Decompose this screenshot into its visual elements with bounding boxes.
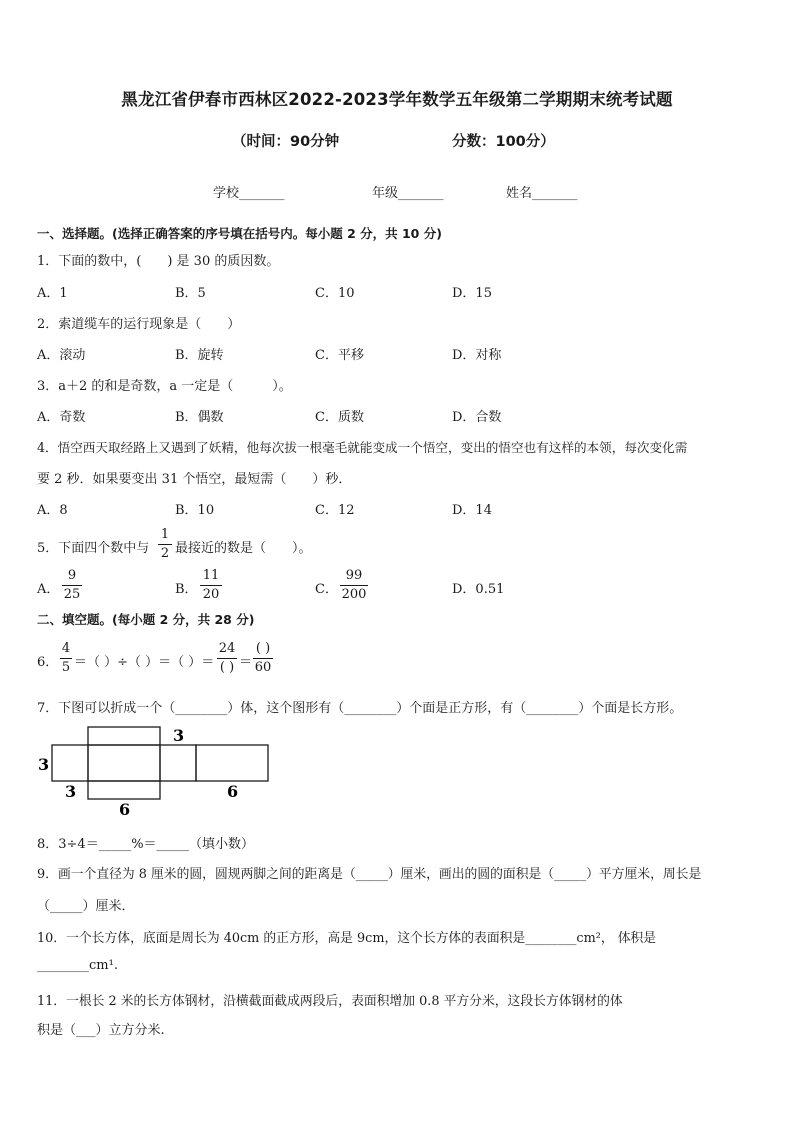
- q5-option-d: D．0.51: [452, 582, 505, 597]
- total-score: 分数：100分）: [452, 134, 555, 150]
- time-limit: （时间：90分钟: [232, 134, 340, 150]
- document-title: 黑龙江省伊春市西林区2022-2023学年数学五年级第二学期期末统考试题: [121, 90, 673, 109]
- q1-option-c: C．10: [315, 286, 355, 301]
- question-9-line-1: 9．画一个直径为 8 厘米的圆，圆规两脚之间的距离是（_____）厘米，画出的圆的面积是（_____）平方厘米，周长是: [37, 867, 702, 882]
- q5-option-a-label: A．: [37, 582, 60, 597]
- q4-option-c: C．12: [315, 503, 355, 518]
- fraction-one-half: 1 2: [158, 527, 172, 562]
- question-1: 1．下面的数中，( ) 是 30 的质因数。: [37, 254, 280, 269]
- q6-fraction-24: 24 ( ): [218, 641, 236, 675]
- q3-option-d: D．合数: [452, 410, 502, 425]
- q1-option-b: B．5: [175, 286, 206, 301]
- net-label-top-3: 3: [173, 726, 185, 745]
- q4-option-a: A．8: [37, 503, 68, 518]
- question-8: 8．3÷4＝_____%＝_____（填小数）: [37, 837, 255, 852]
- q5-option-c-label: C．: [315, 582, 338, 597]
- net-face-back: [196, 745, 268, 781]
- question-11-line-2: 积是（___）立方分米.: [37, 1023, 165, 1038]
- q5-option-b-fraction: 11 20: [200, 568, 222, 603]
- q4-option-b: B．10: [175, 503, 215, 518]
- question-11-line-1: 11．一根长 2 米的长方体钢材，沿横截面截成两段后，表面积增加 0.8 平方分米，这段长方体钢材的体: [37, 994, 623, 1009]
- net-face-right: [160, 745, 196, 781]
- question-10-line-1: 10．一个长方体，底面是周长为 40cm 的正方形，高是 9cm，这个长方体的表面积是________cm²， 体积是: [37, 931, 657, 946]
- q1-option-a: A．1: [37, 286, 68, 301]
- grade-field: 年级_______: [372, 186, 444, 201]
- net-face-bottom: [88, 781, 160, 799]
- question-5-prefix: 5．下面四个数中与: [37, 541, 150, 556]
- question-6-label: 6．: [37, 655, 59, 670]
- section-1-header: 一、选择题。(选择正确答案的序号填在括号内。每小题 2 分，共 10 分): [37, 226, 442, 241]
- net-label-left-3: 3: [38, 755, 50, 774]
- net-face-top: [88, 727, 160, 745]
- net-face-left: [52, 745, 88, 781]
- q6-fraction-four-fifths: 4 5: [61, 641, 71, 675]
- q4-option-d: D．14: [452, 503, 492, 518]
- net-face-front: [88, 745, 160, 781]
- school-field: 学校_______: [213, 186, 285, 201]
- question-10-line-2: ________cm¹.: [37, 958, 118, 973]
- name-field: 姓名_______: [506, 186, 578, 201]
- cuboid-net-diagram: [30, 722, 290, 822]
- question-3: 3．a＋2 的和是奇数，a 一定是（ ）。: [37, 379, 292, 394]
- net-label-bottom-3: 3: [65, 782, 77, 801]
- q2-option-d: D．对称: [452, 348, 502, 363]
- net-label-bottom-6b: 6: [227, 782, 239, 801]
- question-9-line-2: （_____）厘米．: [37, 899, 135, 914]
- question-4-line-2: 要 2 秒．如果要变出 31 个悟空，最短需（ ）秒．: [37, 472, 352, 487]
- question-4-line-1: 4．悟空西天取经路上又遇到了妖精，他每次拔一根毫毛就能变成一个悟空，变出的悟空也有这样的本领，每次变化需: [37, 440, 688, 455]
- net-label-bottom-6a: 6: [119, 800, 131, 819]
- question-2: 2．索道缆车的运行现象是（ ）: [37, 317, 241, 332]
- q5-option-c-fraction: 99 200: [341, 568, 367, 602]
- q1-option-d: D．15: [452, 286, 492, 301]
- q6-equals: ＝: [239, 655, 253, 670]
- q2-option-c: C．平移: [315, 348, 364, 363]
- q6-blanks: ＝（ ）÷（ ）＝（ ）＝: [74, 655, 215, 670]
- section-2-header: 二、填空题。(每小题 2 分，共 28 分): [37, 612, 255, 627]
- q3-option-a: A．奇数: [37, 410, 86, 425]
- q2-option-a: A．滚动: [37, 348, 86, 363]
- q5-option-b-label: B．: [175, 582, 198, 597]
- question-5-suffix: 最接近的数是（ ）。: [175, 541, 312, 556]
- q5-option-a-fraction: 9 25: [63, 568, 81, 602]
- q3-option-c: C．质数: [315, 410, 364, 425]
- question-7: 7．下图可以折成一个（________）体，这个图形有（________）个面是正方形，有（________）个面是长方形。: [37, 701, 683, 716]
- q2-option-b: B．旋转: [175, 348, 224, 363]
- q3-option-b: B．偶数: [175, 410, 224, 425]
- q6-fraction-60: ( ) 60: [254, 641, 272, 675]
